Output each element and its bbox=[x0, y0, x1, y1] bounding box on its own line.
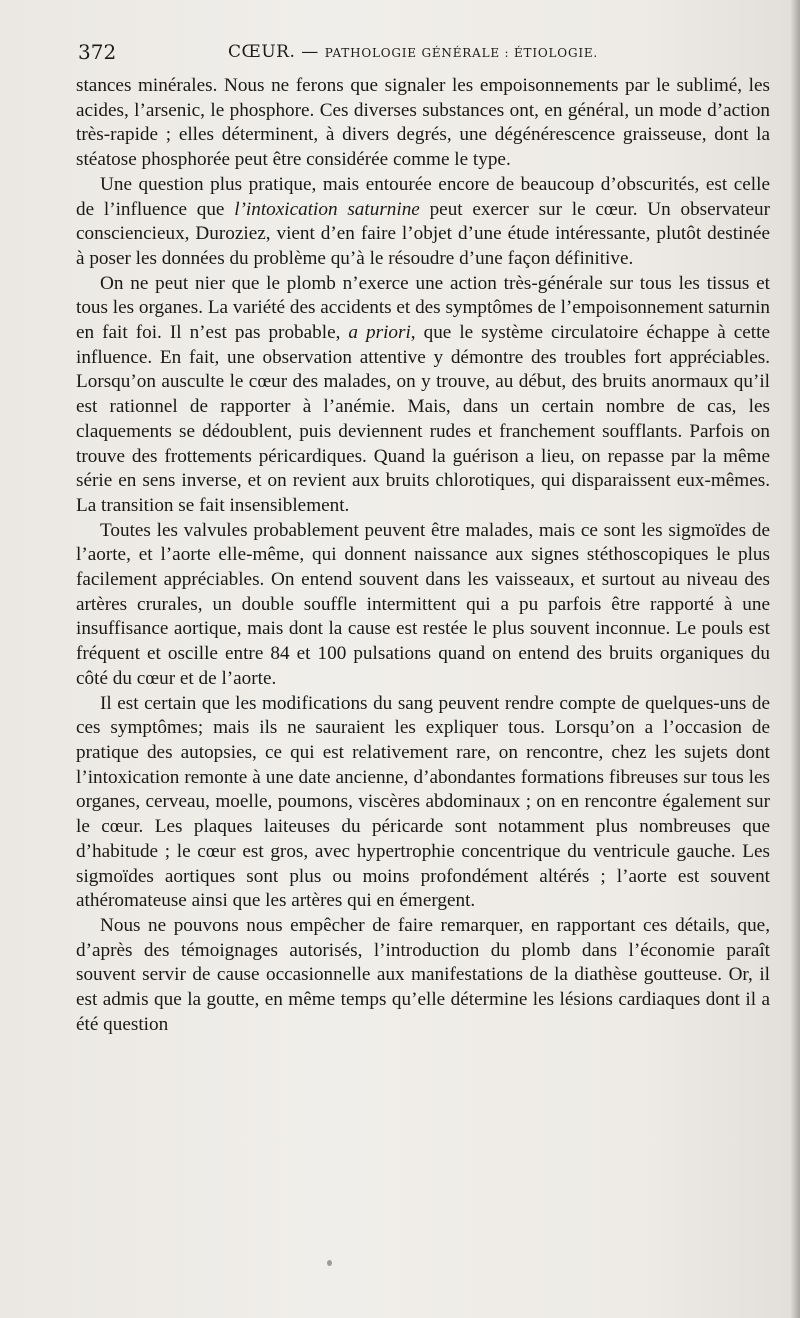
text-run: Nous ne pouvons nous empêcher de faire remarquer, en rapportant ces détails, que, d’après des témoignages autorisés, l’introduction du plomb dans l’économie paraît souvent servir de cause occasionnelle aux manifestations de la diathèse goutteuse. Or, il est admis que la goutte, en même temps qu’elle détermine les lésions cardiaques dont il a été question bbox=[76, 914, 770, 1035]
running-title-separator: — bbox=[301, 42, 319, 62]
text-run: Toutes les valvules probablement peuvent être malades, mais ce sont les sigmoïdes de l’aorte, et l’aorte elle-même, qui donnent naissance aux signes stéthoscopiques le plus facilement appréciables. On entend souvent dans les vaisseaux, et surtout au niveau des artères crurales, un double souffle intermittent qui a pu parfois être rapporté à une insuffisance aortique, mais dont la cause est restée le plus souvent inconnue. Le pouls est fréquent et oscille entre 84 et 100 pulsations quand on entend des bruits organiques du côté du cœur et de l’aorte. bbox=[76, 519, 770, 689]
paragraph bbox=[76, 272, 770, 519]
running-title bbox=[228, 42, 598, 62]
text-run: On ne peut nier que le plomb n’exerce une action très-générale sur tous les tissus et tous les organes. La variété des accidents et des symptômes de l’empoisonnement saturnin en fait foi. Il n’est pas probable, bbox=[76, 272, 770, 344]
text-run: Une question plus pratique, mais entourée encore de beaucoup d’obscurités, est celle de l’influence que bbox=[76, 173, 770, 220]
page-number: 372 bbox=[78, 40, 117, 64]
text-run: peut exercer sur le cœur. Un observateur consciencieux, Duroziez, vient d’en faire l’objet d’une étude intéressante, plutôt destinée à poser les données du problème qu’à le résoudre d’une façon définitive. bbox=[76, 198, 770, 269]
text-run: , que le système circulatoire échappe à cette influence. En fait, une observation attentive y démontre des troubles fort appréciables. Lorsqu’on ausculte le cœur des malades, on y trouve, au début, des bruits anormaux qu’il est rationnel de rapporter à l’anémie. Mais, dans un certain nombre de cas, les claquements se dédoublent, puis deviennent rudes et franchement soufflants. Parfois on trouve des frottements péricardiques. Quand la guérison a lieu, on repasse par la même série en sens inverse, et on revient aux bruits chlorotiques, qui disparaissent eux-mêmes. La transition se fait insensiblement. bbox=[76, 322, 770, 516]
paragraph bbox=[76, 914, 770, 1038]
paragraph bbox=[76, 173, 770, 272]
paragraph bbox=[76, 519, 770, 692]
paragraph bbox=[76, 692, 770, 914]
italic-phrase: a priori bbox=[348, 322, 411, 344]
text-run: stances minérales. Nous ne ferons que signaler les empoisonnements par le sublimé, les acides, l’arsenic, le phosphore. Ces diverses substances ont, en général, un mode d’action très-rapide ; elles déterminent, à divers degrés, une dégénérescence graisseuse, dont la stéatose phosphorée peut être considérée comme le type. bbox=[76, 75, 770, 171]
text-run: Il est certain que les modifications du sang peuvent rendre compte de quelques-uns de ces symptômes; mais ils ne sauraient les expliquer tous. Lorsqu’on a l’occasion de pratique des autopsies, ce qui est relativement rare, on rencontre, chez les sujets dont l’intoxication remonte à une date ancienne, d’abondantes formations fibreuses sur tous les organes, cerveau, moelle, poumons, viscères abdominaux ; on en rencontre également sur le cœur. Les plaques laiteuses du péricarde sont notamment plus nombreuses que d’habitude ; le cœur est gros, avec hypertrophie concentrique du ventricule gauche. Les sigmoïdes aortiques sont plus ou moins profondément altérés ; l’aorte est souvent athéromateuse ainsi que les artères qui en émergent. bbox=[76, 692, 770, 912]
page-edge-shadow bbox=[790, 0, 800, 1318]
running-title-rest: PATHOLOGIE GÉNÉRALE : ÉTIOLOGIE. bbox=[324, 46, 599, 60]
paragraph bbox=[76, 74, 770, 173]
running-header bbox=[78, 40, 770, 70]
ink-speck bbox=[327, 1260, 332, 1266]
italic-phrase: l’intoxication saturnine bbox=[234, 198, 420, 220]
running-title-main: CŒUR. bbox=[228, 42, 296, 62]
body-text bbox=[76, 74, 770, 1037]
